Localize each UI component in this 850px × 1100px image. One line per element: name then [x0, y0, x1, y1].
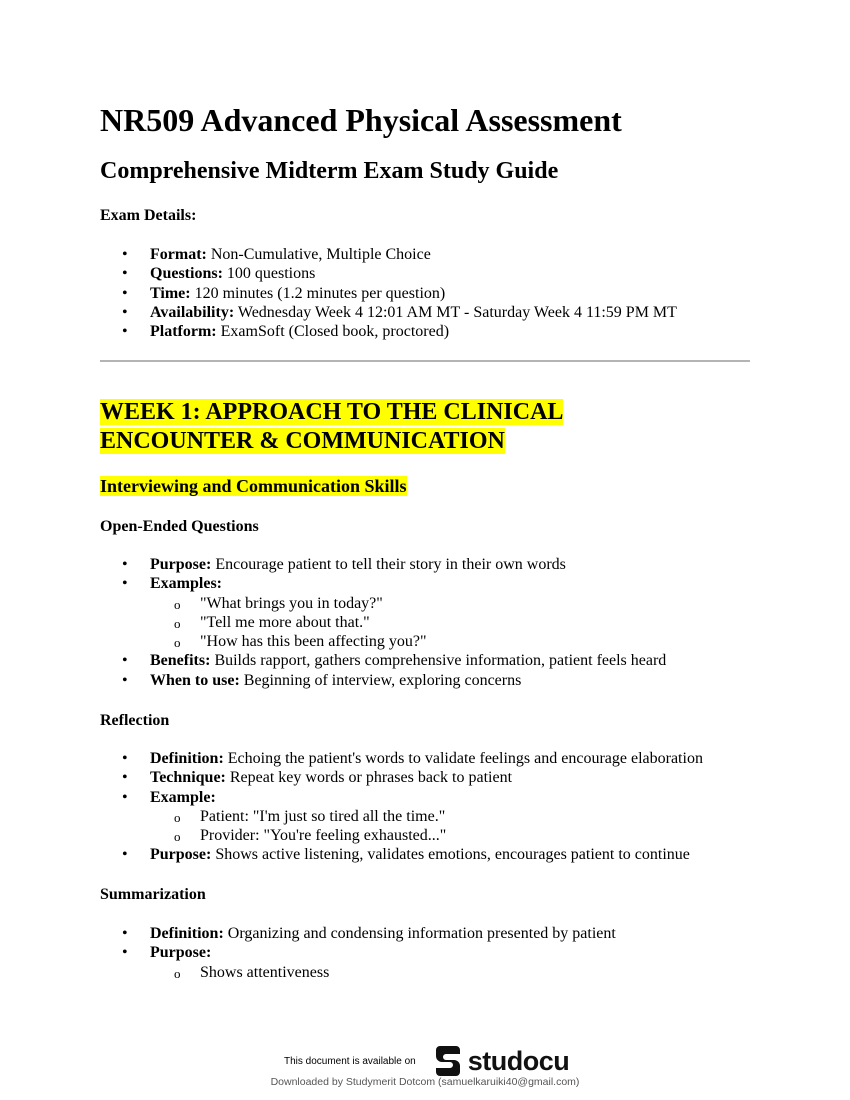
list-item	[100, 555, 750, 574]
available-text: This document is available on	[284, 1055, 416, 1067]
item-label: Purpose:	[150, 846, 212, 864]
sub-list-item: o "What brings you in today?"	[100, 594, 750, 613]
list-item	[100, 768, 750, 787]
item-text: Encourage patient to tell their story in their own words	[211, 556, 566, 573]
section-heading	[100, 476, 407, 497]
reflection-heading: Reflection	[100, 712, 170, 729]
list-item	[100, 284, 750, 303]
item-label: Examples:	[150, 575, 222, 593]
item-label: Example:	[150, 788, 216, 806]
list-item	[100, 924, 750, 943]
download-notice: Downloaded by Studymerit Dotcom (samuelkaruiki40@gmail.com)	[270, 1076, 580, 1088]
horizontal-divider	[100, 360, 750, 362]
item-label: Purpose:	[150, 944, 212, 962]
sub-list-item: o Shows attentiveness	[100, 963, 750, 982]
summarization-list	[100, 924, 750, 982]
item-text: 100 questions	[222, 265, 316, 283]
item-label: Definition:	[150, 925, 224, 942]
list-item	[100, 651, 750, 670]
item-text: Shows active listening, validates emotions, encourages patient to continue	[211, 846, 690, 864]
item-text: Non-Cumulative, Multiple Choice	[206, 246, 431, 263]
list-item	[100, 303, 750, 322]
section-heading-text: Interviewing and Communication Skills	[100, 476, 407, 496]
list-item	[100, 245, 750, 264]
sub-list-item: o Provider: "You're feeling exhausted..."	[100, 826, 750, 845]
list-item	[100, 264, 750, 283]
item-text: ExamSoft (Closed book, proctored)	[216, 323, 450, 341]
item-text: Organizing and condensing information presented by patient	[223, 925, 616, 942]
studocu-wordmark: studocu	[467, 1045, 570, 1076]
item-label: Definition:	[150, 750, 224, 767]
item-label: Format:	[150, 246, 207, 263]
item-label: Benefits:	[150, 652, 211, 670]
item-label: Time:	[150, 284, 191, 302]
item-text: Beginning of interview, exploring concerns	[239, 671, 522, 689]
open-ended-list	[100, 555, 750, 690]
list-item	[100, 574, 750, 593]
open-ended-heading: Open-Ended Questions	[100, 518, 259, 535]
sub-list-item: o "Tell me more about that."	[100, 613, 750, 632]
item-label: Technique:	[150, 769, 226, 787]
item-label: Purpose:	[150, 556, 212, 573]
document-subtitle: Comprehensive Midterm Exam Study Guide	[100, 158, 559, 184]
sub-list-item: o "How has this been affecting you?"	[100, 632, 750, 651]
reflection-list	[100, 749, 750, 865]
item-label: Platform:	[150, 323, 217, 341]
exam-details-label: Exam Details:	[100, 207, 197, 224]
item-label: When to use:	[150, 671, 240, 689]
list-item	[100, 788, 750, 807]
item-text: Repeat key words or phrases back to patient	[225, 769, 513, 787]
list-item	[100, 671, 750, 690]
item-label: Availability:	[150, 303, 235, 321]
item-label: Questions:	[150, 265, 223, 283]
sub-list-item: o Patient: "I'm just so tired all the time."	[100, 807, 750, 826]
list-item	[100, 322, 750, 341]
week-heading-line2: ENCOUNTER & COMMUNICATION	[100, 428, 505, 454]
exam-details-list	[100, 245, 750, 341]
document-title: NR509 Advanced Physical Assessment	[100, 102, 622, 138]
list-item	[100, 943, 750, 962]
item-text: Builds rapport, gathers comprehensive information, patient feels heard	[210, 652, 667, 670]
list-item	[100, 845, 750, 864]
studocu-logo-icon	[434, 1044, 462, 1078]
item-text: Wednesday Week 4 12:01 AM MT - Saturday Week 4 11:59 PM MT	[234, 303, 677, 321]
studocu-banner[interactable]	[284, 1044, 569, 1078]
list-item	[100, 749, 750, 768]
item-text: 120 minutes (1.2 minutes per question)	[190, 284, 446, 302]
week-heading-line1: WEEK 1: APPROACH TO THE CLINICAL	[100, 399, 564, 425]
week-heading	[100, 398, 563, 456]
item-text: Echoing the patient's words to validate feelings and encourage elaboration	[223, 750, 703, 767]
summarization-heading: Summarization	[100, 886, 206, 903]
